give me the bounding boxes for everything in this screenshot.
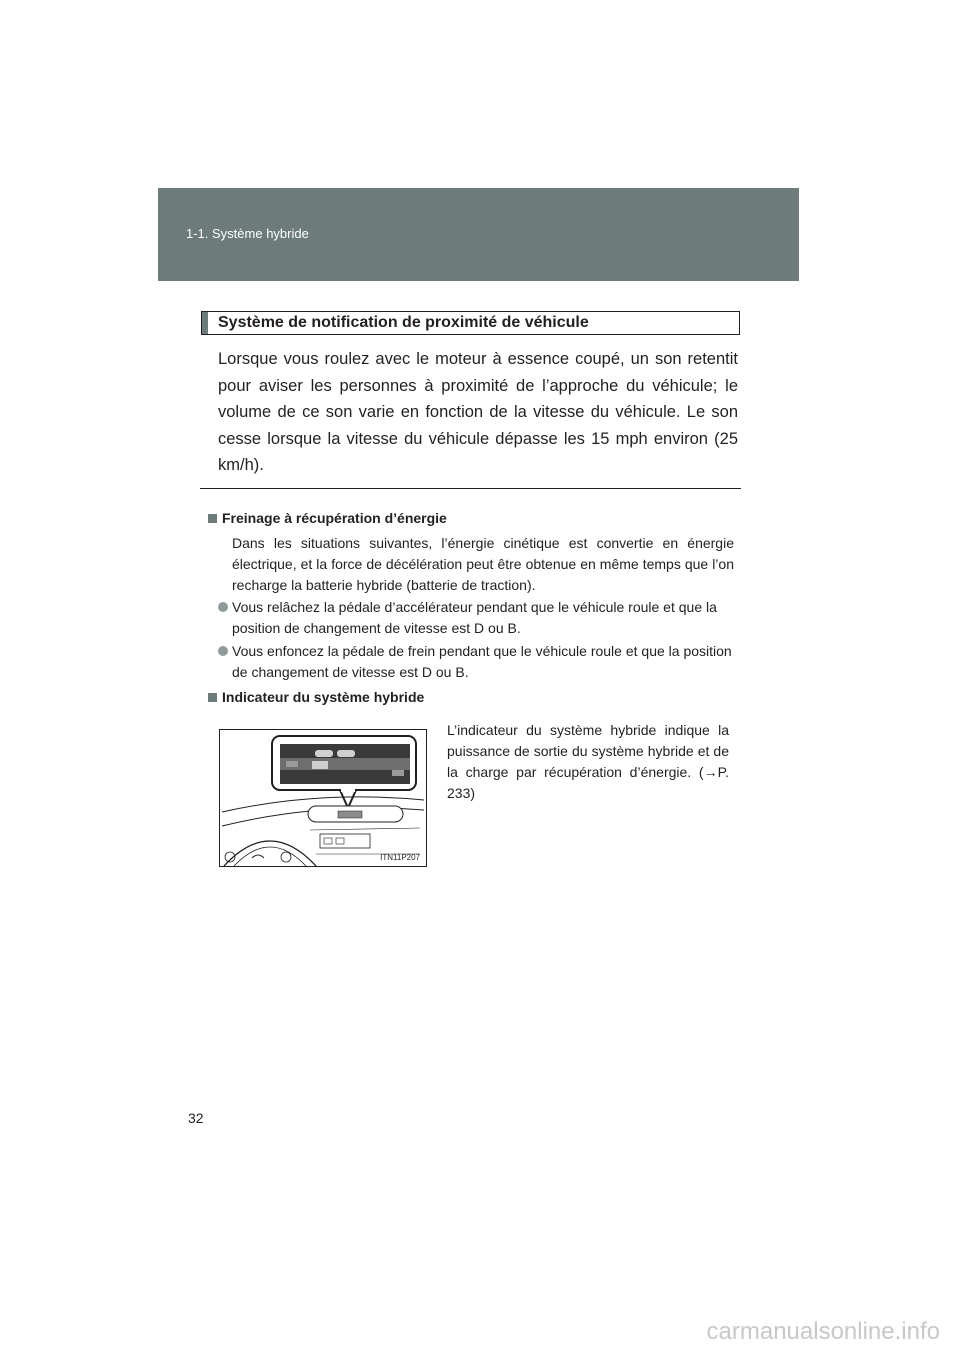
figure-code: ITN11P207 (380, 853, 420, 862)
regen-body: Dans les situations suivantes, l’énergie cinétique est convertie en énergie électrique, et la force de décélération peut être obtenue en même temps que l’on recharge la batterie hybride (batterie de traction). (232, 535, 734, 593)
indicator-body: L’indicateur du système hybride indique la puissance de sortie du système hybride et de la charge par récupération d’énergie. (→P. 233) (447, 722, 729, 801)
section-title: Système de notification de proximité de véhicule (218, 314, 589, 331)
dashboard-illustration (219, 729, 427, 867)
section-title-box (201, 311, 740, 335)
title-accent-bar (202, 312, 208, 334)
watermark: carmanualsonline.info (706, 1318, 940, 1345)
indicator-heading-text: Indicateur du système hybride (222, 689, 425, 705)
section-breadcrumb: 1-1. Système hybride (186, 226, 309, 241)
bullet-text: Vous relâchez la pédale d’accélérateur pendant que le véhicule roule et que la position de changement de vitesse est D ou B. (232, 599, 717, 636)
regen-heading-text: Freinage à récupération d’énergie (222, 510, 447, 526)
square-bullet-icon (208, 514, 217, 523)
page-number: 32 (188, 1110, 204, 1126)
bullet-dot-icon (218, 646, 228, 656)
regen-heading (208, 510, 447, 526)
divider-rule (200, 488, 741, 489)
bullet-dot-icon (218, 602, 228, 612)
list-item (232, 597, 734, 639)
list-item (232, 641, 734, 683)
intro-paragraph: Lorsque vous roulez avec le moteur à essence coupé, un son retentit pour aviser les personnes à proximité de l’approche du véhicule; le volume de ce son varie en fonction de la vitesse du véhicule. Le son cesse lorsque la vitesse du véhicule dépasse les 15 mph environ (25 km/h). (218, 350, 738, 474)
indicator-heading (208, 689, 424, 705)
dashboard-drawing (220, 730, 426, 866)
header-band (158, 188, 799, 281)
bullet-text: Vous enfoncez la pédale de frein pendant que le véhicule roule et que la position de changement de vitesse est D ou B. (232, 643, 732, 680)
square-bullet-icon (208, 693, 217, 702)
